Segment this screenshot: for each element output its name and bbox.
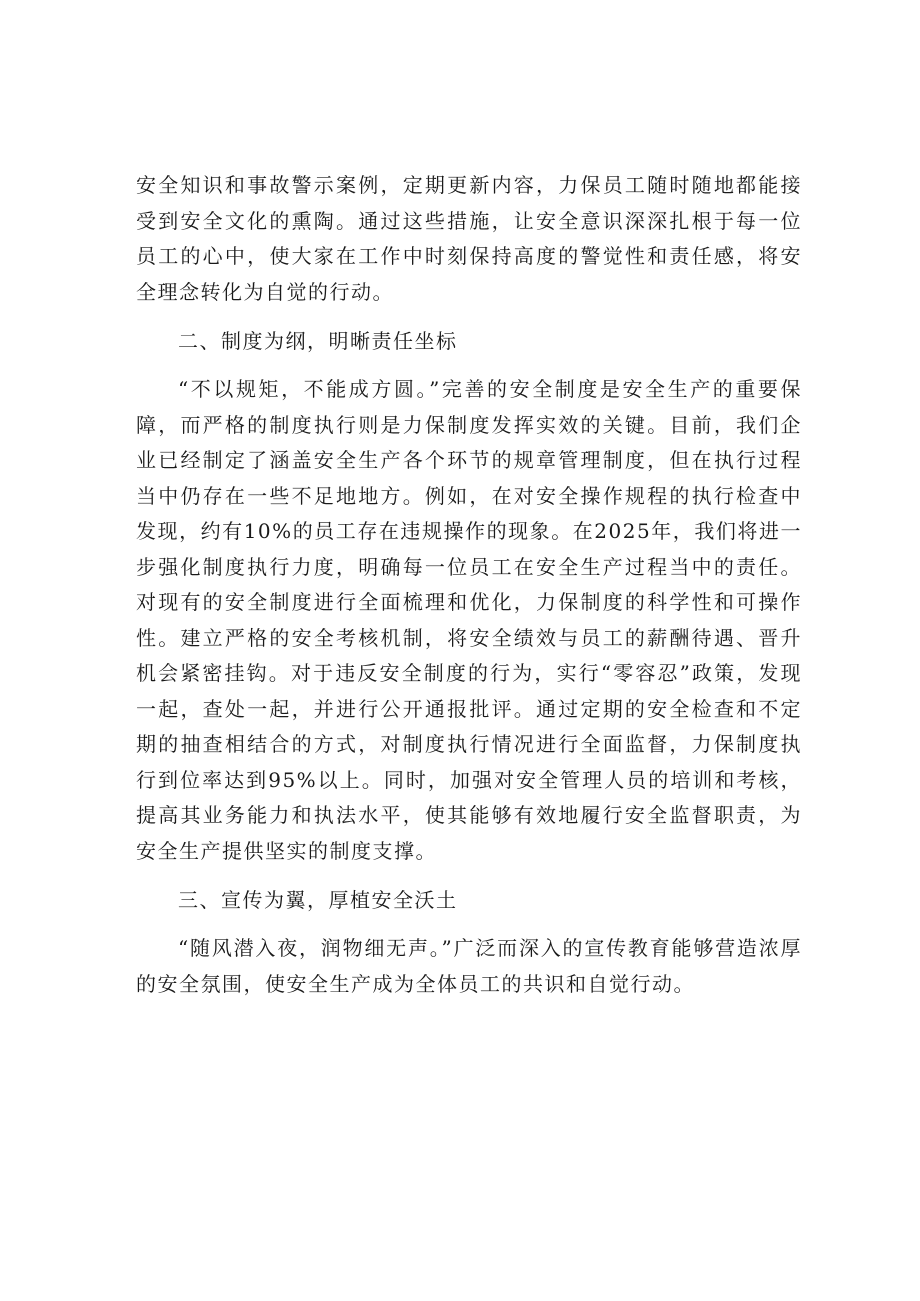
paragraph-2: “不以规矩，不能成方圆。”完善的安全制度是安全生产的重要保障，而严格的制度执行则是力保制度发挥实效的关键。目前，我们企业已经制定了涵盖安全生产各个环节的规章管理制度，但在执行过程当中仍存在一些不足地地方。例如，在对安全操作规程的执行检查中发现，约有10%的员工存在违规操作的现象。在2025年，我们将进一步强化制度执行力度，明确每一位员工在安全生产过程当中的责任。对现有的安全制度进行全面梳理和优化，力保制度的科学性和可操作性。建立严格的安全考核机制，将安全绩效与员工的薪酬待遇、晋升机会紧密挂钩。对于违反安全制度的行为，实行“零容忍”政策，发现一起，查处一起，并进行公开通报批评。通过定期的安全检查和不定期的抽查相结合的方式，对制度执行情况进行全面监督，力保制度执行到位率达到95%以上。同时，加强对安全管理人员的培训和考核，提高其业务能力和执法水平，使其能够有效地履行安全监督职责，为安全生产提供坚实的制度支撑。 [136, 377, 802, 863]
paragraph-3: “随风潜入夜，润物细无声。”广泛而深入的宣传教育能够营造浓厚的安全氛围，使安全生产成为全体员工的共识和自觉行动。 [136, 936, 802, 996]
section-heading-2: 二、制度为纲，明晰责任坐标 [178, 329, 458, 353]
document-body [136, 168, 802, 1002]
paragraph-1: 安全知识和事故警示案例，定期更新内容，力保员工随时随地都能接受到安全文化的熏陶。通过这些措施，让安全意识深深扎根于每一位员工的心中，使大家在工作中时刻保持高度的警觉性和责任感，将安全理念转化为自觉的行动。 [136, 173, 802, 304]
section-heading-3: 三、宣传为翼，厚植安全沃土 [178, 888, 458, 912]
